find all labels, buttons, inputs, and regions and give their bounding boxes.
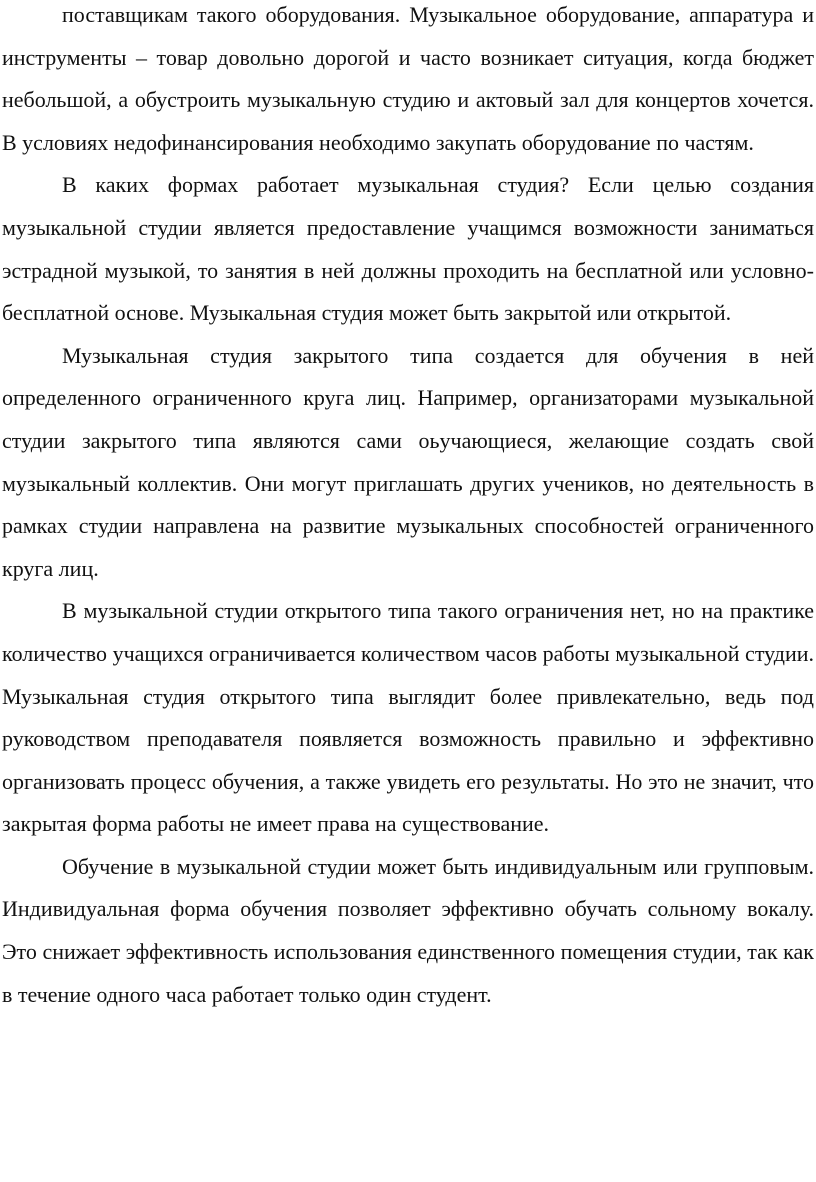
paragraph-studio-forms: В каких формах работает музыкальная студия? Если целью создания музыкальной студии является предоставление учащимся возможности заниматься эстрадной музыкой, то занятия в ней должны проходить на бесплатной или условно-бесплатной основе. Музыкальная студия может быть закрытой или открытой.	[2, 172, 814, 326]
paragraph-continuation: поставщикам такого оборудования. Музыкальное оборудование, аппаратура и инструменты – товар довольно дорогой и часто возникает ситуация, когда бюджет небольшой, а обустроить музыкальную студию и актовый зал для концертов хочется. В условиях недофинансирования необходимо закупать оборудование по частям.	[2, 2, 814, 155]
paragraph-closed-studio: Музыкальная студия закрытого типа создается для обучения в ней определенного ограниченного круга лиц. Например, организаторами музыкальной студии закрытого типа являются сами оьучающиеся, желающие создать свой музыкальный коллектив. Они могут приглашать других учеников, но деятельность в рамках студии направлена на развитие музыкальных способностей ограниченного круга лиц.	[2, 342, 814, 581]
paragraph-open-studio: В музыкальной студии открытого типа такого ограничения нет, но на практике количество учащихся ограничивается количеством часов работы музыкальной студии. Музыкальная студия открытого типа выглядит более привлекательно, ведь под руководством преподавателя появляется возможность правильно и эффективно организовать процесс обучения, а также увидеть его результаты. Но это не значит, что закрытая форма работы не имеет права на существование.	[2, 598, 814, 837]
paragraph-individual-training: Обучение в музыкальной студии может быть индивидуальным или групповым. Индивидуальная форма обучения позволяет эффективно обучать сольному вокалу. Это снижает эффективность использования единственного помещения студии, так как в течение одного часа работает только один студент.	[2, 853, 814, 1007]
